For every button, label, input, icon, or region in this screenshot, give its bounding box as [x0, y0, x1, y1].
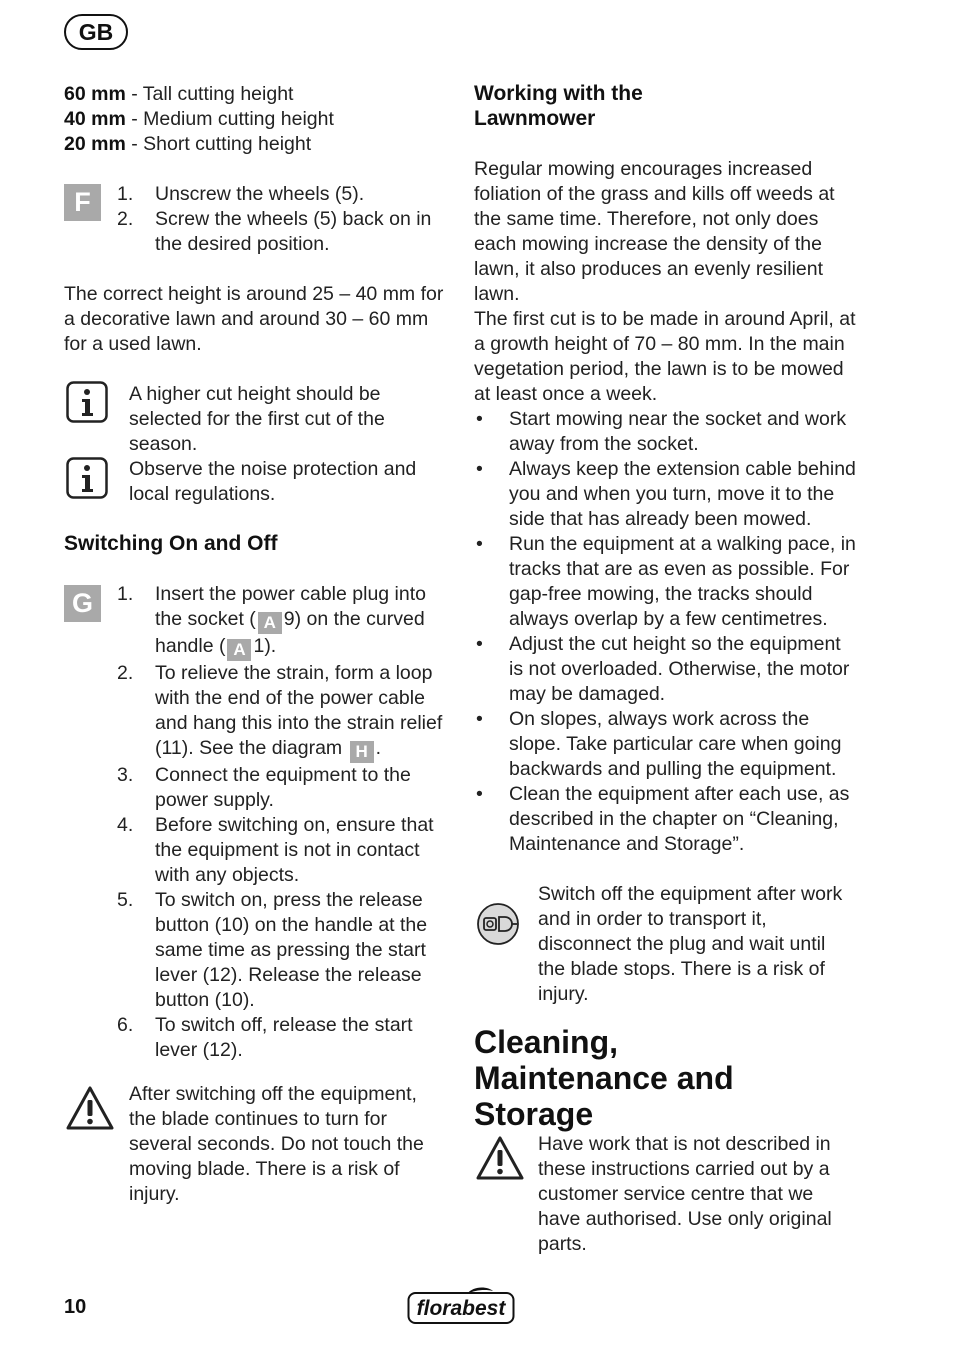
language-badge: GB — [64, 14, 128, 50]
warning-icon — [475, 1135, 525, 1181]
section-heading-cleaning: Cleaning, Maintenance and Storage — [474, 1024, 734, 1132]
svg-text:florabest: florabest — [416, 1297, 506, 1320]
warning-blade-turns: After switching off the equipment, the blade continues to turn for several seconds. Do not touch the moving blade. There is a risk of injury. — [129, 1083, 424, 1205]
mowing-tips-list — [474, 407, 859, 857]
list-item: • Clean the equipment after each use, as described in the chapter on “Cleaning, Maintenance and Storage”. — [476, 783, 850, 855]
height-row: 40 mm - Medium cutting height — [64, 108, 334, 130]
list-item: 2. Screw the wheels (5) back on in the desired position. — [117, 208, 432, 255]
cutting-heights-list — [64, 82, 444, 157]
list-item: 2. To relieve the strain, form a loop with the end of the power cable and hang this into the strain relief (11). See the diagram H . — [117, 662, 443, 761]
list-item: • Start mowing near the socket and work away from the socket. — [476, 408, 847, 455]
info-note-noise: Observe the noise protection and local regulations. — [129, 458, 417, 505]
unplug-icon — [476, 902, 520, 946]
warning-icon — [65, 1085, 115, 1131]
list-item: • Adjust the cut height so the equipment is not overloaded. Otherwise, the motor may be damaged. — [476, 633, 850, 705]
list-item: 1. Unscrew the wheels (5). — [117, 183, 365, 205]
unplug-note: Switch off the equipment after work and in order to transport it, disconnect the plug and wait until the blade stops. There is a risk of injury. — [538, 883, 843, 1005]
list-item: 4. Before switching on, ensure that the equipment is not in contact with any objects. — [117, 814, 434, 886]
correct-height-paragraph: The correct height is around 25 – 40 mm for a decorative lawn and around 30 – 60 mm for a used lawn. — [64, 283, 444, 355]
list-item: 1. Insert the power cable plug into the socket ( A 9) on the curved handle ( A 1). — [117, 583, 427, 659]
step-f-marker: F — [64, 184, 101, 221]
figure-ref-badge: A — [258, 612, 282, 634]
page-number: 10 — [64, 1296, 87, 1318]
figure-ref-badge: A — [227, 639, 251, 661]
brand-logo — [407, 1287, 515, 1325]
cleaning-warning: Have work that is not described in these instructions carried out by a customer service centre that we have authorised. Use only original parts. — [538, 1133, 832, 1255]
list-item: • Always keep the extension cable behind you and when you turn, move it to the side that has already been mowed. — [476, 458, 856, 530]
step-g-list — [117, 582, 447, 1063]
section-heading-switching: Switching On and Off — [64, 532, 278, 555]
list-item: 3. Connect the equipment to the power supply. — [117, 764, 411, 811]
section-heading-working: Working with the Lawnmower — [474, 82, 643, 130]
list-item: 6. To switch off, release the start lever (12). — [117, 1014, 413, 1061]
info-icon — [66, 457, 108, 499]
height-row: 60 mm - Tall cutting height — [64, 83, 294, 105]
list-item: • On slopes, always work across the slope. Take particular care when going backwards and pulling the equipment. — [476, 708, 842, 780]
info-note-first-cut: A higher cut height should be selected for the first cut of the season. — [129, 383, 385, 455]
step-g-marker: G — [64, 585, 101, 622]
step-f-list — [117, 182, 447, 257]
mowing-intro-paragraph: Regular mowing encourages increased foliation of the grass and kills off weeds at the same time. Therefore, not only does each mowing increase the density of the lawn, it also produces an evenly resilient lawn. The first cut is to be made in around April, at a growth height of 70 – 80 mm. In the main vegetation period, the lawn is to be mowed at least once a week. — [474, 158, 856, 405]
list-item: • Run the equipment at a walking pace, in tracks that are as even as possible. For gap-free mowing, the tracks should always overlap by a few centimetres. — [476, 533, 856, 630]
figure-ref-badge: H — [350, 741, 374, 763]
height-row: 20 mm - Short cutting height — [64, 133, 312, 155]
info-icon — [66, 381, 108, 423]
list-item: 5. To switch on, press the release button (10) on the handle at the same time as pressing the start lever (12). Release the release button (10). — [117, 889, 428, 1011]
